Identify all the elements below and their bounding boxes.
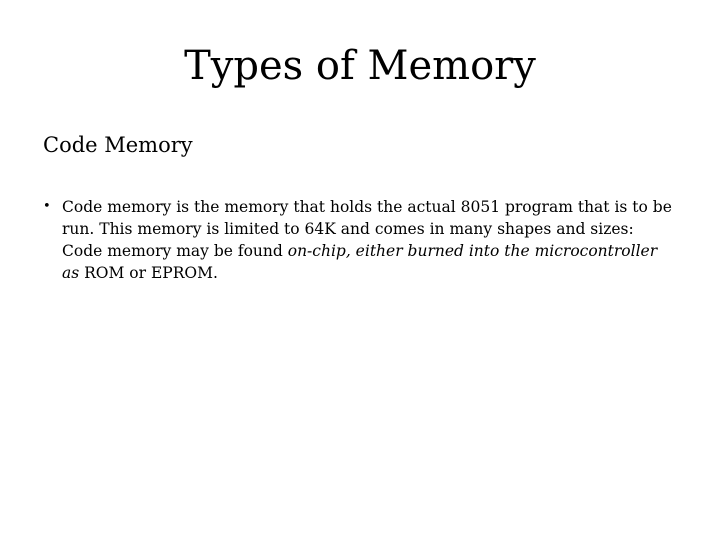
bullet-icon: • bbox=[43, 199, 51, 214]
bullet-list bbox=[43, 196, 675, 284]
bullet-text-regular: Code memory is the memory that holds the actual 8051 program that is to be run. This memory is limited to 64K and comes in many shapes and sizes: Code memory may be found bbox=[62, 198, 672, 260]
section-heading: Code Memory bbox=[43, 133, 193, 157]
bullet-item bbox=[43, 196, 675, 284]
bullet-text bbox=[62, 196, 675, 284]
slide-title: Types of Memory bbox=[184, 43, 536, 89]
bullet-text-italic: on-chip, either burned into the microcontroller as bbox=[62, 242, 658, 282]
bullet-text-regular-end: ROM or EPROM. bbox=[79, 264, 218, 282]
